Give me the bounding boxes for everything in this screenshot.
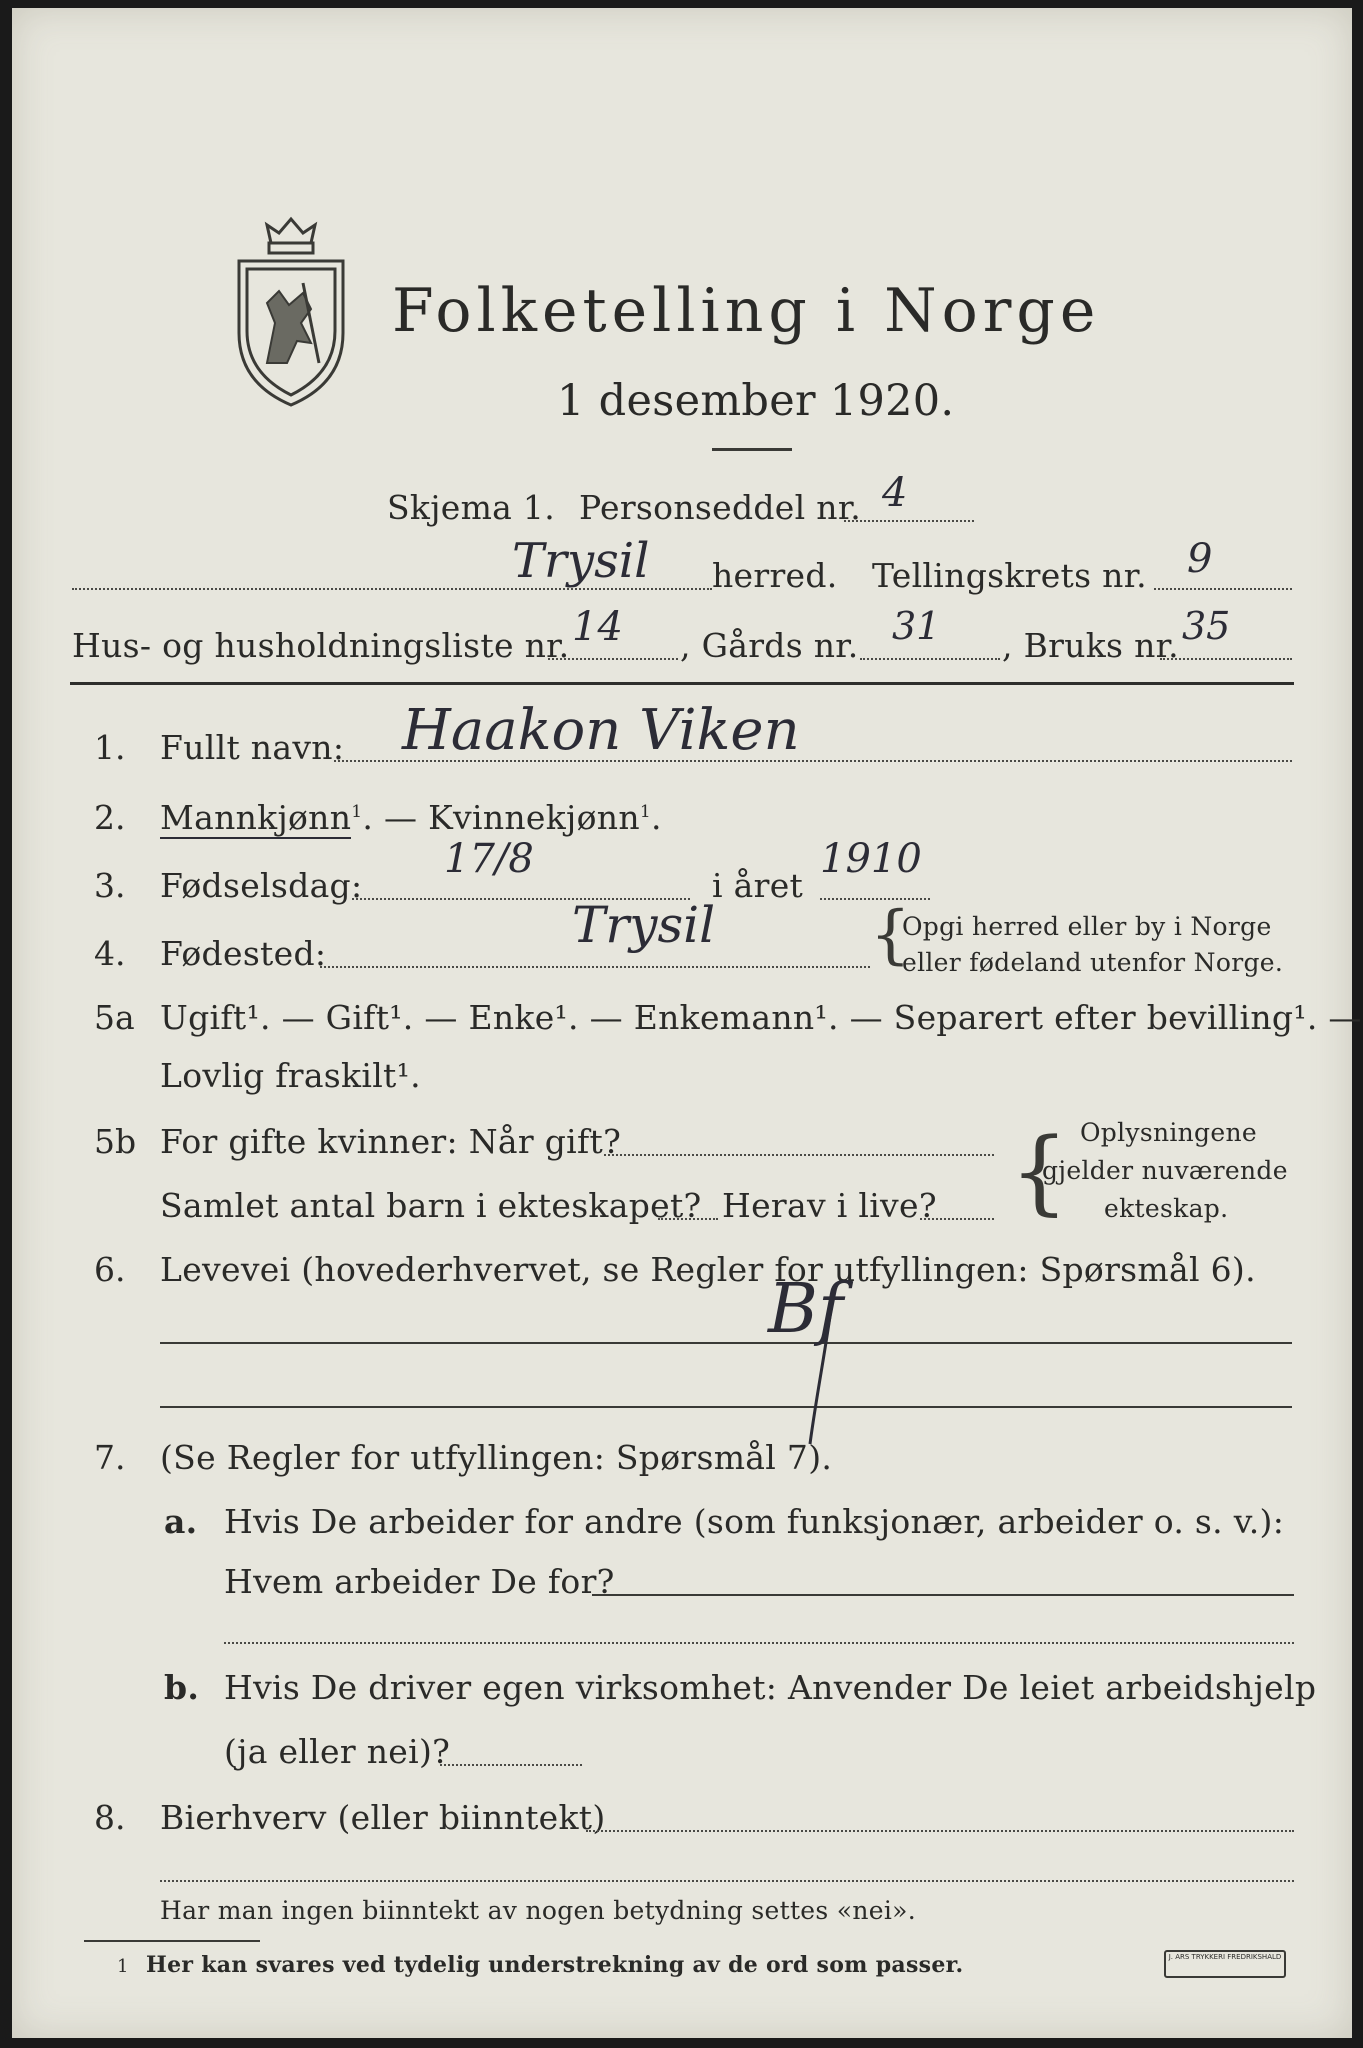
q2-sep: . — [362, 798, 429, 837]
q5b-number: 5b [94, 1122, 137, 1161]
q7a-line1: Hvis De arbeider for andre (som funksjonær, arbeider o. s. v.): [224, 1502, 1285, 1541]
q5b-married-line [604, 1154, 994, 1156]
coat-of-arms-emblem [227, 213, 355, 413]
q7a-answer-line [592, 1594, 1294, 1596]
tellingskrets-label: Tellingskrets nr. [872, 556, 1147, 595]
q2-end: . [651, 798, 662, 837]
q7-number: 7. [94, 1438, 126, 1477]
gards-line [860, 658, 1000, 660]
title-divider [712, 448, 792, 451]
q4-number: 4. [94, 934, 126, 973]
q4-bracket: { [870, 898, 911, 972]
tellingskrets-line [1154, 588, 1292, 590]
census-form [12, 8, 1362, 2038]
q8-label: Bierhverv (eller biinntekt) [160, 1798, 606, 1837]
q7a-letter: a. [164, 1502, 198, 1541]
q6-label: Levevei (hovederhvervet, se Regler for utfyllingen: Spørsmål 6). [160, 1250, 1256, 1289]
q1-value: Haakon Viken [402, 698, 800, 763]
q7b-line2: (ja eller nei)? [224, 1732, 451, 1771]
q2-female: Kvinnekjønn [428, 798, 640, 837]
q4-note1: Opgi herred eller by i Norge [902, 912, 1272, 941]
q3-year-value: 1910 [820, 836, 922, 882]
q6-line1 [160, 1342, 1292, 1344]
q5a-number: 5a [94, 998, 135, 1037]
bruks-label: , Bruks nr. [1002, 626, 1179, 665]
q2-male: Mannkjønn [160, 798, 352, 837]
q7a-extra-line [224, 1642, 1294, 1644]
husliste-line [548, 658, 678, 660]
q5b-label1: For gifte kvinner: Når gift? [160, 1122, 622, 1161]
q6-pen-stroke [802, 1298, 842, 1448]
personseddel-label: Personseddel nr. [579, 488, 862, 527]
printer-stamp-text: J. ARS TRYKKERI FREDRIKSHALD [1168, 1953, 1282, 1961]
q8-number: 8. [94, 1798, 126, 1837]
q4-line [320, 966, 870, 968]
q5a-line2: Lovlig fraskilt¹. [160, 1056, 421, 1095]
husliste-label: Hus- og husholdningsliste nr. [72, 626, 570, 665]
q8-extra-line [160, 1880, 1294, 1882]
personseddel-line [844, 520, 974, 522]
herred-label: herred. [712, 556, 838, 595]
gards-label: , Gårds nr. [680, 626, 859, 665]
footnote-marker: 1 [117, 1956, 129, 1977]
q6-number: 6. [94, 1250, 126, 1289]
footnote-divider [84, 1940, 260, 1942]
form-date: 1 desember 1920. [557, 376, 955, 426]
q5b-note1: Oplysningene [1080, 1118, 1257, 1147]
q5b-bracket: { [1010, 1118, 1069, 1225]
form-title: Folketelling i Norge [392, 276, 1101, 346]
q5b-note3: ekteskap. [1104, 1194, 1229, 1223]
q8-answer-line [586, 1830, 1294, 1832]
q8-note: Har man ingen biinntekt av nogen betydning settes «nei». [160, 1896, 916, 1925]
q5b-note2: gjelder nuværende [1042, 1156, 1288, 1185]
skjema-label: Skjema 1. [387, 488, 556, 527]
q6-line2 [160, 1406, 1292, 1408]
q5b-alive-line [920, 1218, 994, 1220]
gards-value: 31 [892, 604, 941, 648]
q3-label: Fødselsdag: [160, 866, 363, 905]
herred-value: Trysil [512, 533, 650, 589]
q5b-label3: Herav i live? [722, 1186, 937, 1225]
q4-label: Fødested: [160, 934, 327, 973]
q6-value: Bf [768, 1270, 844, 1349]
q1-number: 1. [94, 728, 126, 767]
q4-note2: eller fødeland utenfor Norge. [902, 948, 1284, 977]
q5a-line1: Ugift¹. — Gift¹. — Enke¹. — Enkemann¹. — Separert efter bevilling¹. — [160, 998, 1362, 1037]
q5b-children-line [658, 1218, 718, 1220]
footnote-text: Her kan svares ved tydelig understrekning av de ord som passer. [146, 1952, 964, 1978]
header-divider [70, 682, 1294, 685]
q7b-letter: b. [164, 1668, 200, 1707]
bruks-line [1160, 658, 1292, 660]
q4-value: Trysil [572, 896, 716, 954]
husliste-value: 14 [572, 604, 623, 650]
q7a-line2: Hvem arbeider De for? [224, 1562, 615, 1601]
q1-label: Fullt navn: [160, 728, 345, 767]
q3-value: 17/8 [444, 836, 534, 882]
q7b-answer-line [440, 1764, 582, 1766]
q7-label: (Se Regler for utfyllingen: Spørsmål 7). [160, 1438, 833, 1477]
q7b-line1: Hvis De driver egen virksomhet: Anvender De leiet arbeidshjelp [224, 1668, 1317, 1707]
q3-year-label: i året [712, 866, 804, 905]
tellingskrets-value: 9 [1187, 536, 1213, 582]
personseddel-value: 4 [882, 470, 908, 516]
bruks-value: 35 [1182, 604, 1231, 648]
q2-line: Mannkjønn$^1$. — Kvinnekjønn$^1$. [160, 798, 662, 837]
q3-number: 3. [94, 866, 126, 905]
printer-stamp [1164, 1950, 1286, 1978]
q2-number: 2. [94, 798, 126, 837]
q5b-label2: Samlet antal barn i ekteskapet? [160, 1186, 702, 1225]
